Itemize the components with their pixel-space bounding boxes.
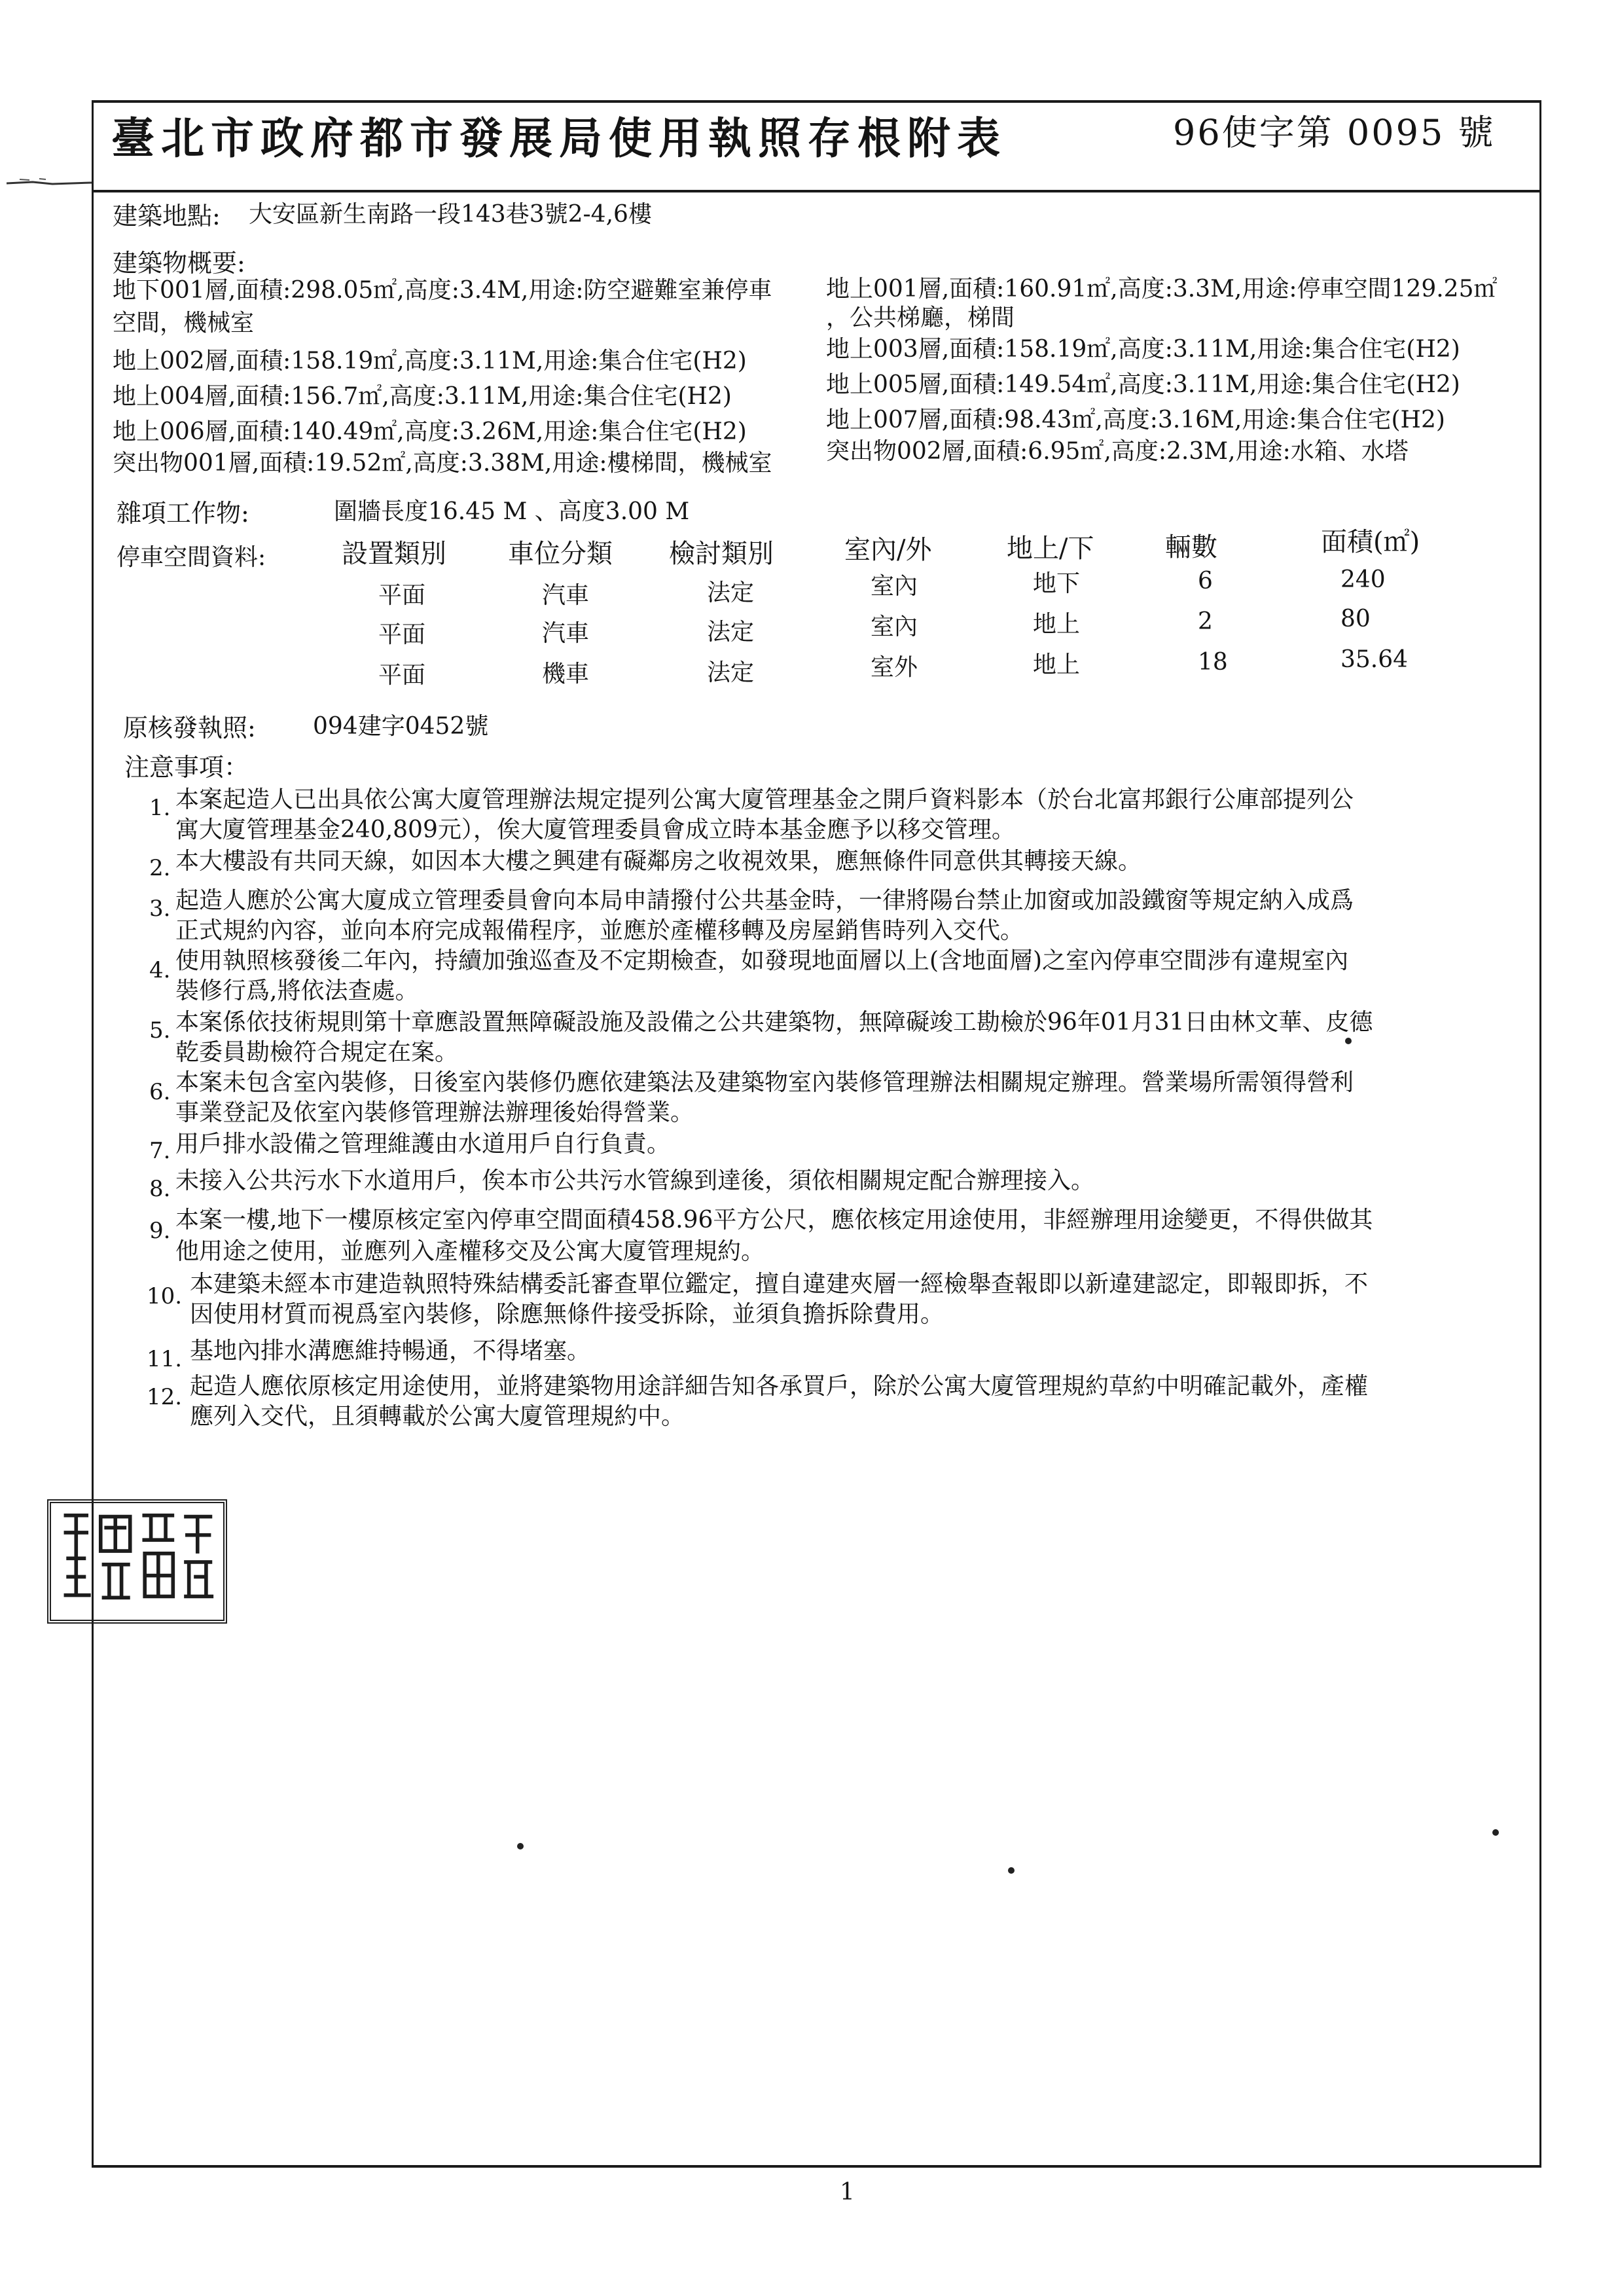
page-number: 1 — [840, 2179, 855, 2206]
parking-cell: 法定 — [707, 579, 755, 606]
original-license-label: 原核發執照: — [123, 714, 256, 742]
parking-cell: 室內 — [871, 613, 918, 640]
overview-left-line: 地下001層,面積:298.05㎡,高度:3.4M,用途:防空避難室兼停車 — [113, 277, 772, 304]
note-line: 事業登記及依室內裝修管理辦法辦理後始得營業。 — [175, 1099, 694, 1126]
note-line: 乾委員勘檢符合規定在案。 — [175, 1039, 459, 1066]
overview-right-line: 地上005層,面積:149.54㎡,高度:3.11M,用途:集合住宅(H2) — [826, 371, 1460, 398]
note-number: 4. — [149, 957, 171, 983]
parking-cell: 2 — [1198, 608, 1213, 635]
note-line: 他用途之使用，並應列入產權移交及公寓大廈管理規約。 — [175, 1238, 765, 1265]
overview-right-line: 地上001層,面積:160.91㎡,高度:3.3M,用途:停車空間129.25㎡ — [826, 276, 1498, 302]
overview-left-line: 地上002層,面積:158.19㎡,高度:3.11M,用途:集合住宅(H2) — [113, 348, 747, 374]
notes-label: 注意事項： — [124, 753, 249, 782]
note-number: 8. — [149, 1176, 171, 1202]
overview-left-line: 空間，機械室 — [113, 310, 255, 337]
overview-right-line: ，公共梯廳，梯間 — [826, 304, 1015, 331]
overview-left-line: 地上006層,面積:140.49㎡,高度:3.26M,用途:集合住宅(H2) — [113, 418, 747, 445]
parking-cell: 機車 — [542, 661, 590, 687]
parking-cell: 汽車 — [542, 582, 590, 609]
overview-left-line: 突出物001層,面積:19.52㎡,高度:3.38M,用途:樓梯間，機械室 — [113, 450, 772, 477]
note-line: 正式規約內容，並向本府完成報備程序，並應於產權移轉及房屋銷售時列入交代。 — [175, 917, 1024, 944]
note-number: 9. — [149, 1218, 171, 1244]
parking-cell: 平面 — [378, 621, 426, 648]
parking-cell: 地下 — [1033, 570, 1081, 597]
note-line: 用戶排水設備之管理維護由水道用戶自行負責。 — [175, 1131, 671, 1157]
parking-cell: 35.64 — [1340, 646, 1409, 673]
note-line: 本建築未經本市建造執照特殊結構委託審查單位鑑定，擅自違建夾層一經檢舉查報即以新違建認定，即報即拆，不 — [190, 1271, 1369, 1298]
note-number: 5. — [149, 1017, 171, 1044]
parking-cell: 室外 — [871, 654, 918, 681]
note-number: 6. — [149, 1079, 171, 1105]
scan-dot — [517, 1843, 524, 1850]
misc-work-label: 雜項工作物: — [117, 499, 249, 528]
parking-cell: 18 — [1198, 649, 1228, 676]
parking-header: 檢討類別 — [669, 539, 774, 569]
address-label: 建築地點: — [113, 202, 221, 230]
parking-header: 輛數 — [1165, 532, 1217, 562]
parking-cell: 地上 — [1033, 611, 1081, 638]
note-number: 7. — [149, 1138, 171, 1164]
overview-right-line: 突出物002層,面積:6.95㎡,高度:2.3M,用途:水箱、水塔 — [826, 438, 1409, 465]
parking-cell: 平面 — [378, 582, 426, 609]
note-line: 使用執照核發後二年內，持續加強巡查及不定期檢查，如發現地面層以上(含地面層)之室內停車空間涉有違規室內 — [175, 947, 1349, 974]
parking-cell: 室內 — [871, 573, 918, 600]
document-title: 臺北市政府都市發展局使用執照存根附表 — [111, 113, 1007, 164]
misc-work-value: 圍牆長度16.45 M 、高度3.00 M — [334, 498, 690, 525]
note-line: 本案一樓,地下一樓原核定室內停車空間面積458.96平方公尺，應依核定用途使用，非經辦理用途變更，不得供做其 — [175, 1207, 1373, 1233]
note-number: 12. — [147, 1384, 183, 1410]
overview-right-line: 地上007層,面積:98.43㎡,高度:3.16M,用途:集合住宅(H2) — [826, 407, 1445, 433]
seal-glyphs — [51, 1503, 223, 1620]
parking-label: 停車空間資料: — [117, 544, 266, 571]
parking-header: 室內/外 — [844, 535, 932, 565]
scan-dot — [1345, 1038, 1352, 1044]
note-line: 本案係依技術規則第十章應設置無障礙設施及設備之公共建築物，無障礙竣工勘檢於96年01月31日由林文華、皮德 — [175, 1009, 1373, 1036]
note-line: 本案起造人已出具依公寓大廈管理辦法規定提列公寓大廈管理基金之開戶資料影本（於台北富邦銀行公庫部提列公 — [175, 786, 1354, 813]
scan-dot — [1492, 1829, 1499, 1836]
note-line: 起造人應依原核定用途使用，並將建築物用途詳細告知各承買戶，除於公寓大廈管理規約草約中明確記載外，產權 — [190, 1373, 1369, 1400]
original-license-value: 094建字0452號 — [313, 713, 489, 740]
parking-cell: 法定 — [707, 659, 755, 686]
note-number: 10. — [147, 1283, 183, 1309]
note-number: 2. — [149, 855, 171, 881]
note-line: 裝修行爲,將依法查處。 — [175, 977, 419, 1004]
document-number: 96使字第 0095 號 — [1173, 112, 1496, 153]
overview-left-line: 地上004層,面積:156.7㎡,高度:3.11M,用途:集合住宅(H2) — [113, 383, 732, 410]
note-line: 未接入公共污水下水道用戶，俟本市公共污水管線到達後，須依相關規定配合辦理接入。 — [175, 1167, 1095, 1194]
scan-artifact — [7, 178, 92, 187]
overview-label: 建築物概要: — [113, 249, 245, 278]
title-divider — [92, 190, 1541, 192]
note-line: 本大樓設有共同天線，如因本大樓之興建有礙鄰房之收視效果，應無條件同意供其轉接天線。 — [175, 848, 1142, 875]
parking-cell: 240 — [1340, 566, 1386, 593]
note-line: 基地內排水溝應維持暢通，不得堵塞。 — [190, 1338, 591, 1364]
note-line: 應列入交代，且須轉載於公寓大廈管理規約中。 — [190, 1403, 685, 1430]
note-line: 寓大廈管理基金240,809元），俟大廈管理委員會成立時本基金應予以移交管理。 — [175, 816, 1015, 843]
address-value: 大安區新生南路一段143巷3號2-4,6樓 — [249, 201, 652, 228]
note-line: 本案未包含室內裝修，日後室內裝修仍應依建築法及建築物室內裝修管理辦法相關規定辦理。營業場所需領得營利 — [175, 1069, 1354, 1096]
note-line: 因使用材質而視爲室內裝修，除應無條件接受拆除，並須負擔拆除費用。 — [190, 1301, 944, 1328]
note-line: 起造人應於公寓大廈成立管理委員會向本局申請撥付公共基金時，一律將陽台禁止加窗或加設鐵窗等規定納入成爲 — [175, 887, 1354, 914]
parking-header: 車位分類 — [508, 539, 613, 569]
parking-header: 面積(㎡) — [1321, 527, 1420, 557]
scan-dot — [1008, 1867, 1015, 1874]
parking-cell: 80 — [1340, 606, 1371, 632]
note-number: 3. — [149, 896, 171, 922]
parking-cell: 法定 — [707, 619, 755, 646]
parking-cell: 汽車 — [542, 620, 590, 647]
note-number: 11. — [147, 1346, 183, 1372]
parking-cell: 6 — [1198, 568, 1213, 594]
note-number: 1. — [149, 795, 171, 821]
parking-cell: 平面 — [378, 662, 426, 689]
parking-cell: 地上 — [1033, 651, 1081, 678]
overview-right-line: 地上003層,面積:158.19㎡,高度:3.11M,用途:集合住宅(H2) — [826, 336, 1460, 363]
parking-header: 地上/下 — [1007, 534, 1094, 564]
official-seal — [47, 1499, 227, 1624]
parking-header: 設置類別 — [342, 539, 446, 569]
